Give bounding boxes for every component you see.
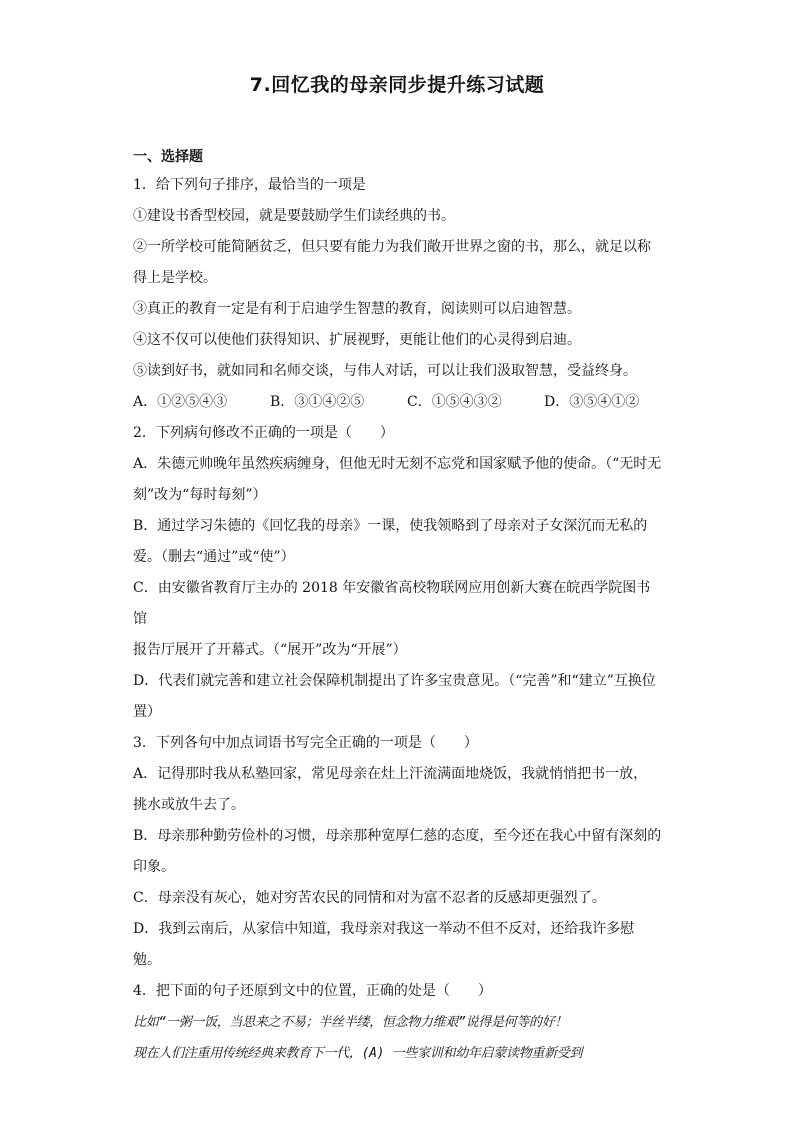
question-3-stem: 3．下列各句中加点词语书写完全正确的一项是（ ） — [133, 735, 478, 751]
question-1-stem: 1．给下列句子排序，最恰当的一项是 — [133, 177, 366, 193]
question-3-option-b-cont: 印象。 — [133, 859, 175, 875]
question-1-sentence-1: ①建设书香型校园，就是要鼓励学生们读经典的书。 — [133, 208, 455, 224]
question-2-stem: 2．下列病句修改不正确的一项是（ ） — [133, 425, 394, 441]
question-3-option-d[interactable]: D．我到云南后，从家信中知道，我母亲对我这一举动不但不反对，还给我许多慰 — [133, 921, 635, 937]
question-4-stem: 4．把下面的句子还原到文中的位置，正确的处是（ ） — [133, 983, 492, 999]
question-1-sentence-2-cont: 得上是学校。 — [133, 270, 217, 286]
question-2-option-d[interactable]: D．代表们就完善和建立社会保障机制提出了许多宝贵意见。（“完善”和“建立”互换位 — [133, 673, 656, 689]
question-2-option-b-cont: 爱。（删去“通过”或“使”） — [133, 549, 295, 565]
question-1-options — [133, 387, 663, 418]
question-1-sentence-5: ⑤读到好书，就如同和名师交谈，与伟人对话，可以让我们汲取智慧，受益终身。 — [133, 363, 637, 379]
question-3-option-d-cont: 勉。 — [133, 952, 161, 968]
option-a[interactable]: A．①②⑤④③ — [133, 394, 228, 410]
option-b[interactable]: B．③①④②⑤ — [270, 394, 365, 410]
section-heading: 一、选择题 — [133, 149, 203, 165]
question-1-sentence-2: ②一所学校可能简陋贫乏，但只要有能力为我们敞开世界之窗的书，那么，就足以称 — [133, 239, 651, 255]
question-1-sentence-4: ④这不仅可以使他们获得知识、扩展视野，更能让他们的心灵得到启迪。 — [133, 332, 581, 348]
question-3-option-a[interactable]: A．记得那时我从私塾回家，常见母亲在灶上汗流满面地烧饭，我就悄悄把书一放， — [133, 766, 648, 782]
question-2-option-c-cont: 报告厅展开了开幕式。（“展开”改为“开展”） — [133, 642, 407, 658]
page-title: 7.回忆我的母亲同步提升练习试题 — [249, 74, 545, 96]
question-1-sentence-3: ③真正的教育一定是有利于启迪学生智慧的教育，阅读则可以启迪智慧。 — [133, 301, 581, 317]
question-2-option-c[interactable]: C．由安徽省教育厅主办的 2018 年安徽省高校物联网应用创新大赛在皖西学院图书馆 — [133, 580, 651, 627]
question-3-option-b[interactable]: B．母亲那种勤劳俭朴的习惯，母亲那种宽厚仁慈的态度，至今还在我心中留有深刻的 — [133, 828, 662, 844]
question-2-option-a[interactable]: A．朱德元帅晚年虽然疾病缠身，但他无时无刻不忘党和国家赋予他的使命。（“无时无 — [133, 456, 662, 472]
question-4-quote-1: 比如“一粥一饭，当思来之不易；半丝半缕，恒念物力维艰”说得是何等的好！ — [133, 1015, 568, 1030]
question-3-option-c[interactable]: C．母亲没有灰心，她对穷苦农民的同情和对为富不忍者的反感却更强烈了。 — [133, 890, 606, 906]
question-content — [133, 170, 663, 1069]
question-2-option-b[interactable]: B．通过学习朱德的《回忆我的母亲》一课，使我领略到了母亲对子女深沉而无私的 — [133, 518, 648, 534]
option-d[interactable]: D．③⑤④①② — [544, 394, 640, 410]
question-3-option-a-cont: 挑水或放牛去了。 — [133, 797, 245, 813]
option-c[interactable]: C．①⑤④③② — [407, 394, 502, 410]
question-2-option-a-cont: 刻”改为“每时每刻”） — [133, 487, 267, 503]
question-4-quote-2: 现在人们注重用传统经典来教育下一代，(A) 一些家训和幼年启蒙读物重新受到 — [133, 1046, 583, 1061]
question-2-option-d-cont: 置） — [133, 704, 161, 720]
